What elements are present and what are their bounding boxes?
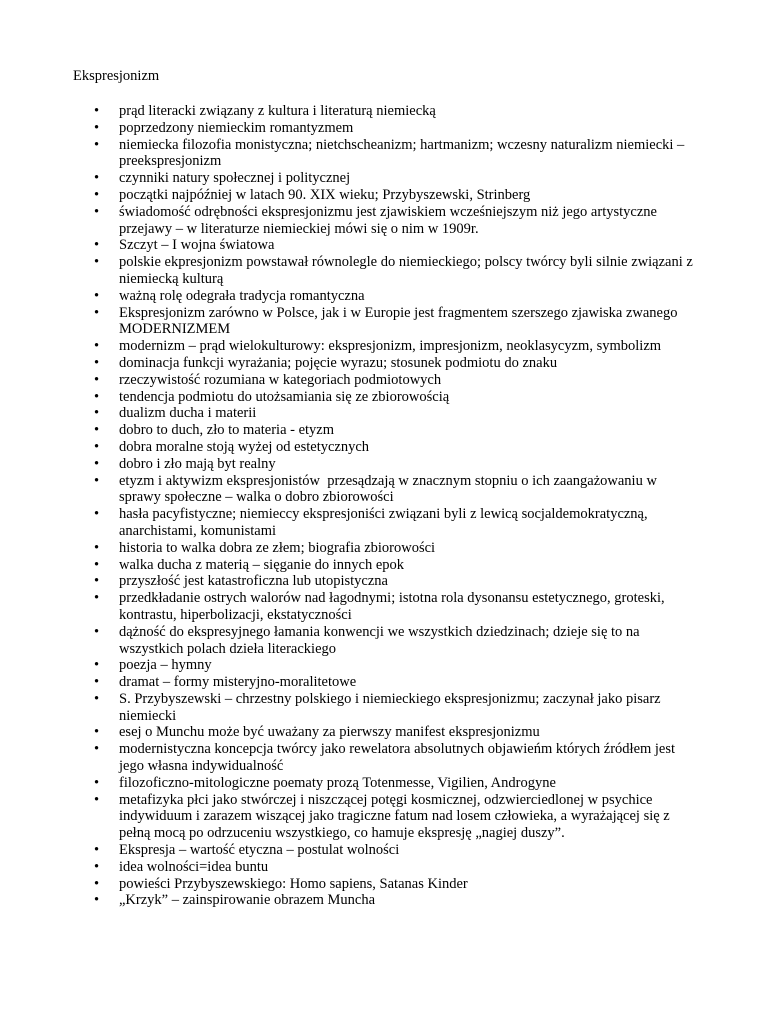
list-item <box>0 170 768 187</box>
bullet-icon: • <box>94 438 100 455</box>
bullet-icon: • <box>94 892 100 909</box>
list-item <box>0 573 768 590</box>
list-item-text: etyzm i aktywizm ekspresjonistów przesądzają w znacznym stopniu o ich zaangażowaniu w sprawy społeczne – walka o dobro zbiorowości <box>119 472 661 506</box>
bullet-list <box>0 103 768 909</box>
bullet-icon: • <box>94 170 100 187</box>
list-item-text: dobro to duch, zło to materia - etyzm <box>119 422 335 439</box>
list-item <box>0 892 768 909</box>
list-item <box>0 338 768 355</box>
list-item <box>0 120 768 137</box>
list-item <box>0 372 768 389</box>
bullet-icon: • <box>94 674 100 691</box>
list-item <box>0 624 768 658</box>
list-item-text: hasła pacyfistyczne; niemieccy ekspresjoniści związani byli z lewicą socjaldemokratyczną, anarchistami, komunistami <box>119 506 652 539</box>
list-item-text: modernistyczna koncepcja twórcy jako rewelatora absolutnych objawieńm których źródłem jest jego własna indywidualność <box>119 741 679 775</box>
list-item-text: Ekspresjonizm zarówno w Polsce, jak i w Europie jest fragmentem szerszego zjawiska zwanego MODERNIZMEM <box>119 304 682 338</box>
bullet-icon: • <box>94 842 100 859</box>
list-item-text: dualizm ducha i materii <box>119 405 257 422</box>
list-item-text: historia to walka dobra ze złem; biografia zbiorowości <box>119 539 436 556</box>
bullet-icon: • <box>94 724 100 741</box>
bullet-icon: • <box>94 371 100 388</box>
list-item-text: dominacja funkcji wyrażania; pojęcie wyrazu; stosunek podmiotu do znaku <box>119 354 558 371</box>
list-item <box>0 540 768 557</box>
list-item <box>0 842 768 859</box>
list-item <box>0 405 768 422</box>
bullet-icon: • <box>94 858 100 875</box>
bullet-icon: • <box>94 774 100 791</box>
bullet-icon: • <box>94 186 100 203</box>
list-item-text: przyszłość jest katastroficzna lub utopistyczna <box>119 573 388 590</box>
list-item <box>0 473 768 507</box>
list-item <box>0 590 768 624</box>
list-item <box>0 355 768 372</box>
list-item <box>0 389 768 406</box>
list-item-text: poprzedzony niemieckim romantyzmem <box>119 119 354 136</box>
list-item <box>0 305 768 339</box>
bullet-icon: • <box>94 590 100 607</box>
list-item <box>0 187 768 204</box>
list-item <box>0 288 768 305</box>
list-item <box>0 103 768 120</box>
bullet-icon: • <box>94 455 100 472</box>
bullet-icon: • <box>94 623 100 640</box>
bullet-icon: • <box>94 287 100 304</box>
list-item-text: dążność do ekspresyjnego łamania konwencji we wszystkich dziedzinach; dzieje się to na wszystkich polach dzieła literackiego <box>119 623 644 657</box>
list-item-text: Ekspresja – wartość etyczna – postulat wolności <box>119 842 400 859</box>
list-item <box>0 204 768 238</box>
list-item-text: Szczyt – I wojna światowa <box>119 237 275 254</box>
list-item-text: czynniki natury społecznej i politycznej <box>119 170 351 187</box>
bullet-icon: • <box>94 690 100 707</box>
list-item <box>0 775 768 792</box>
list-item-text: dramat – formy misteryjno-moralitetowe <box>119 674 357 691</box>
list-item <box>0 876 768 893</box>
list-item <box>0 254 768 288</box>
list-item-text: przedkładanie ostrych walorów nad łagodnymi; istotna rola dysonansu estetycznego, groteski, kontrastu, hiperbolizacji, ekstatyczności <box>119 590 669 623</box>
list-item-text: prąd literacki związany z kultura i literaturą niemiecką <box>119 103 436 119</box>
bullet-icon: • <box>94 472 100 489</box>
bullet-icon: • <box>94 136 100 153</box>
bullet-icon: • <box>94 119 100 136</box>
bullet-icon: • <box>94 203 100 220</box>
bullet-icon: • <box>94 338 100 355</box>
list-item <box>0 657 768 674</box>
bullet-icon: • <box>94 237 100 254</box>
list-item-text: niemiecka filozofia monistyczna; nietchscheanizm; hartmanizm; wczesny naturalizm niemiecki – preekspresjonizm <box>119 136 688 170</box>
list-item-text: dobra moralne stoją wyżej od estetycznych <box>119 438 370 455</box>
list-item <box>0 792 768 842</box>
list-item-text: modernizm – prąd wielokulturowy: ekspresjonizm, impresjonizm, neoklasycyzm, symbolizm <box>119 338 662 355</box>
list-item-text: świadomość odrębności ekspresjonizmu jest zjawiskiem wcześniejszym niż jego artystyczne przejawy – w literaturze niemieckiej mówi się o nim w 1909r. <box>119 203 661 237</box>
bullet-icon: • <box>94 354 100 371</box>
list-item <box>0 859 768 876</box>
list-item <box>0 439 768 456</box>
list-item <box>0 422 768 439</box>
list-item-text: polskie ekpresjonizm powstawał równolegle do niemieckiego; polscy twórcy byli silnie związani z niemiecką kulturą <box>119 254 697 287</box>
bullet-icon: • <box>94 254 100 271</box>
list-item-text: początki najpóźniej w latach 90. XIX wieku; Przybyszewski, Strinberg <box>119 186 531 203</box>
bullet-icon: • <box>94 875 100 892</box>
bullet-icon: • <box>94 422 100 439</box>
list-item-text: tendencja podmiotu do utożsamiania się ze zbiorowością <box>119 388 450 405</box>
list-item-text: metafizyka płci jako stwórczej i niszczącej potęgi kosmicznej, odzwierciedlonej w psychice indywiduum i zarazem wiszącej jako tragiczne fatum nad losem człowieka, a wyrażającej się z pełną mocą po odrzuceniu wszystkiego, co hamuje ekspresję „nagiej duszy”. <box>119 791 674 842</box>
bullet-icon: • <box>94 791 100 808</box>
bullet-icon: • <box>94 573 100 590</box>
list-item-text: rzeczywistość rozumiana w kategoriach podmiotowych <box>119 371 442 388</box>
list-item <box>0 456 768 473</box>
list-item <box>0 741 768 775</box>
list-item <box>0 724 768 741</box>
list-item-text: „Krzyk” – zainspirowanie obrazem Muncha <box>119 892 376 909</box>
bullet-icon: • <box>94 539 100 556</box>
bullet-icon: • <box>94 103 100 119</box>
list-item-text: filozoficzno-mitologiczne poematy prozą Totenmesse, Vigilien, Androgyne <box>119 774 556 791</box>
bullet-icon: • <box>94 556 100 573</box>
list-item-text: S. Przybyszewski – chrzestny polskiego i niemieckiego ekspresjonizmu; zaczynał jako pisarz niemiecki <box>119 690 665 724</box>
list-item <box>0 674 768 691</box>
list-item <box>0 506 768 540</box>
list-item-text: walka ducha z materią – sięganie do innych epok <box>119 556 405 573</box>
list-item <box>0 691 768 725</box>
list-item-text: powieści Przybyszewskiego: Homo sapiens, Satanas Kinder <box>119 875 468 892</box>
document-title: Ekspresjonizm <box>73 68 160 84</box>
bullet-icon: • <box>94 741 100 758</box>
bullet-icon: • <box>94 405 100 422</box>
list-item-text: poezja – hymny <box>119 657 212 674</box>
list-item <box>0 557 768 574</box>
list-item <box>0 237 768 254</box>
bullet-icon: • <box>94 388 100 405</box>
list-item-text: ważną rolę odegrała tradycja romantyczna <box>119 287 365 304</box>
bullet-icon: • <box>94 657 100 674</box>
bullet-icon: • <box>94 506 100 523</box>
list-item-text: idea wolności=idea buntu <box>119 858 269 875</box>
bullet-icon: • <box>94 304 100 321</box>
list-item-text: esej o Munchu może być uważany za pierwszy manifest ekspresjonizmu <box>119 724 540 741</box>
list-item-text: dobro i zło mają byt realny <box>119 455 276 472</box>
list-item <box>0 137 768 171</box>
